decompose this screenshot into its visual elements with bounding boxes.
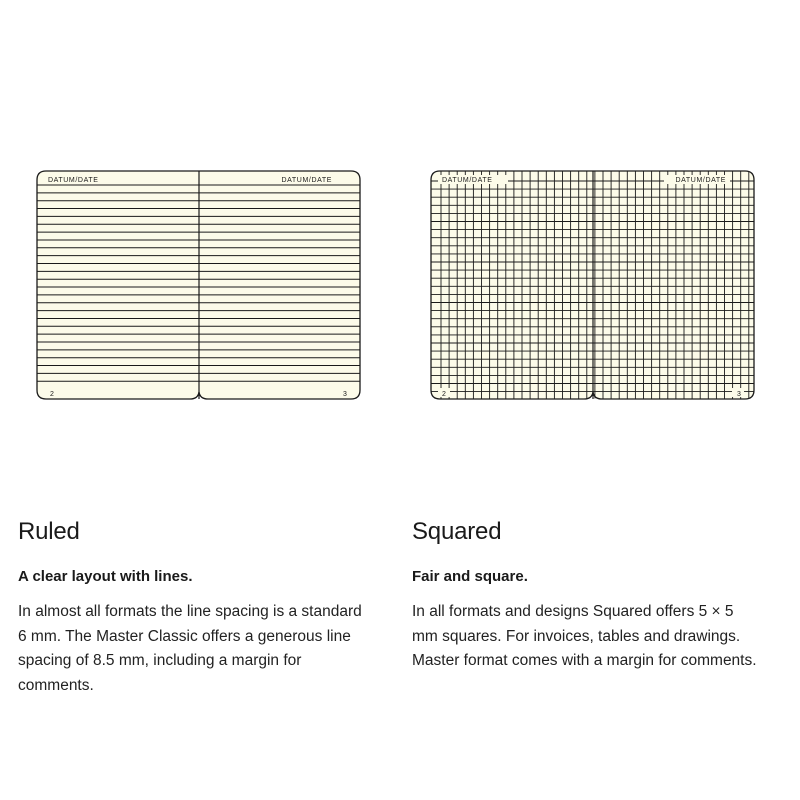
ruled-subtitle: A clear layout with lines.: [18, 568, 193, 585]
ruled-section: [18, 517, 368, 698]
ruled-left-header: DATUM/DATE: [48, 177, 99, 184]
squared-section: [412, 517, 762, 674]
ruled-right-header: DATUM/DATE: [281, 177, 332, 184]
ruled-title: Ruled: [18, 518, 80, 545]
ruled-left-page-number: 2: [50, 391, 55, 398]
squared-subtitle: Fair and square.: [412, 568, 528, 585]
ruled-right-page-number: 3: [343, 391, 348, 398]
squared-left-header: DATUM/DATE: [442, 177, 493, 184]
squared-right-header: DATUM/DATE: [675, 177, 726, 184]
squared-notebook-svg: [430, 170, 755, 400]
ruled-notebook-illustration: [36, 170, 361, 400]
ruled-description: In almost all formats the line spacing is a standard 6 mm. The Master Classic offers a generous line spacing of 8.5 mm, including a margin for comments.: [18, 603, 362, 694]
squared-right-page-number: 3: [737, 391, 742, 398]
squared-title: Squared: [412, 518, 502, 545]
squared-left-page-number: 2: [442, 391, 447, 398]
squared-notebook-illustration: [430, 170, 755, 400]
ruled-notebook-svg: [36, 170, 361, 400]
squared-description: In all formats and designs Squared offers 5 × 5 mm squares. For invoices, tables and drawings. Master format comes with a margin for comments.: [412, 603, 757, 669]
